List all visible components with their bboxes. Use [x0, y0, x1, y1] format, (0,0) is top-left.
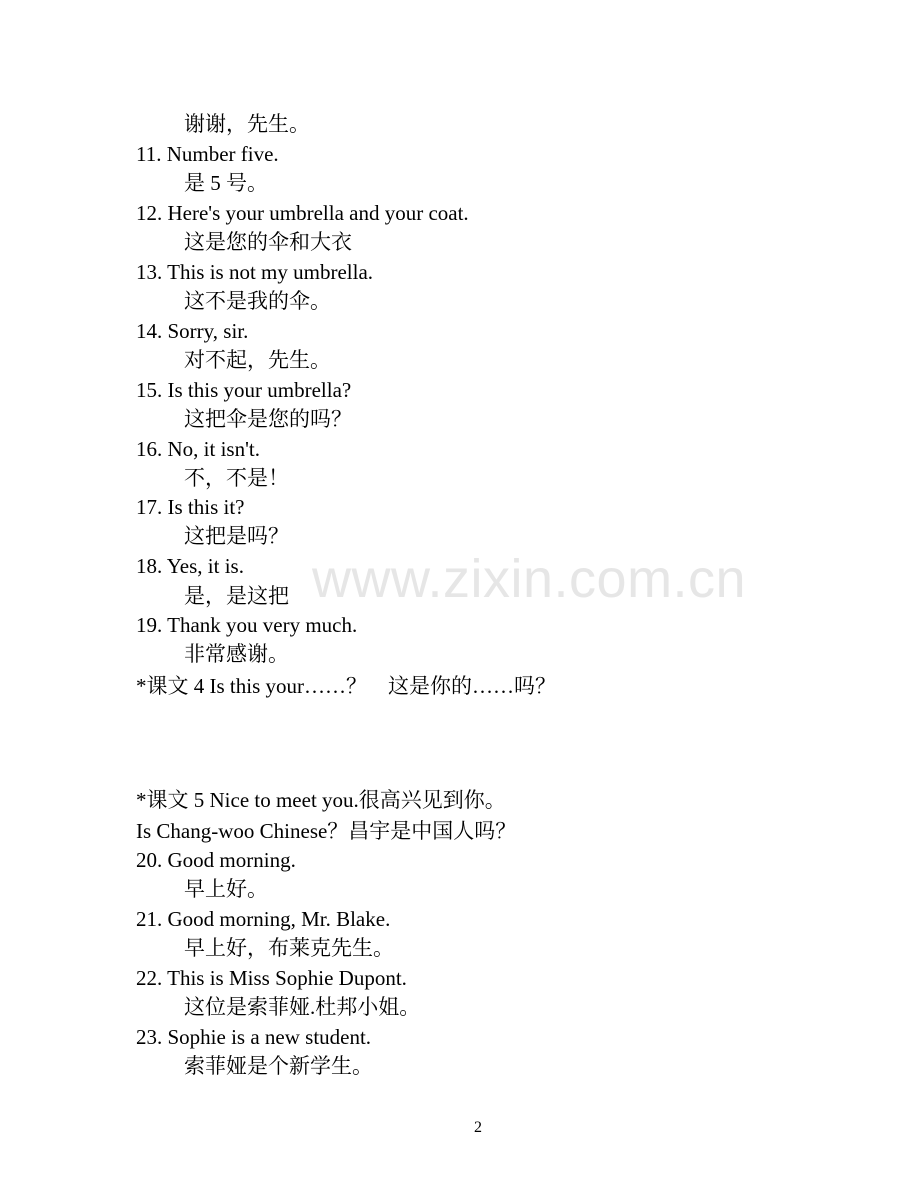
text-line: 21. Good morning, Mr. Blake. — [136, 907, 391, 931]
text-line: 22. This is Miss Sophie Dupont. — [136, 966, 407, 990]
watermark: www.zixin.com.cn — [312, 549, 747, 609]
text-line: 16. No, it isn't. — [136, 437, 260, 461]
text-line: 23. Sophie is a new student. — [136, 1025, 372, 1049]
text-line: 17. Is this it? — [136, 495, 245, 519]
text-line: 这不是我的伞。 — [184, 289, 331, 313]
text-line: 对不起，先生。 — [184, 348, 331, 372]
text-line: 谢谢，先生。 — [184, 112, 310, 136]
text-line: 这是您的伞和大衣 — [184, 230, 352, 254]
text-line: 14. Sorry, sir. — [136, 319, 249, 343]
page-number: 2 — [474, 1119, 482, 1136]
text-line: 非常感谢。 — [184, 642, 289, 666]
text-line: 18. Yes, it is. — [136, 554, 244, 578]
text-line: 不，不是！ — [184, 466, 289, 490]
text-line: Is Chang-woo Chinese？昌宇是中国人吗？ — [136, 819, 517, 843]
text-line: 是，是这把 — [184, 584, 289, 608]
text-line: 11. Number five. — [136, 142, 279, 166]
lesson-heading: *课文 5 Nice to meet you.很高兴见到你。 — [136, 788, 506, 812]
text-line: 早上好，布莱克先生。 — [184, 936, 394, 960]
text-line: 这把是吗？ — [184, 524, 289, 548]
text-line: 19. Thank you very much. — [136, 613, 358, 637]
lesson-heading: *课文 4 Is this your……？ 这是你的……吗？ — [136, 674, 556, 698]
text-line: 12. Here's your umbrella and your coat. — [136, 201, 469, 225]
text-line: 早上好。 — [184, 877, 268, 901]
text-line: 这位是索菲娅.杜邦小姐。 — [184, 995, 421, 1019]
text-line: 13. This is not my umbrella. — [136, 260, 374, 284]
text-line: 是 5 号。 — [184, 171, 268, 195]
text-line: 这把伞是您的吗？ — [184, 407, 352, 431]
text-line: 索菲娅是个新学生。 — [184, 1054, 373, 1078]
text-line: 20. Good morning. — [136, 848, 296, 872]
text-line: 15. Is this your umbrella? — [136, 378, 352, 402]
